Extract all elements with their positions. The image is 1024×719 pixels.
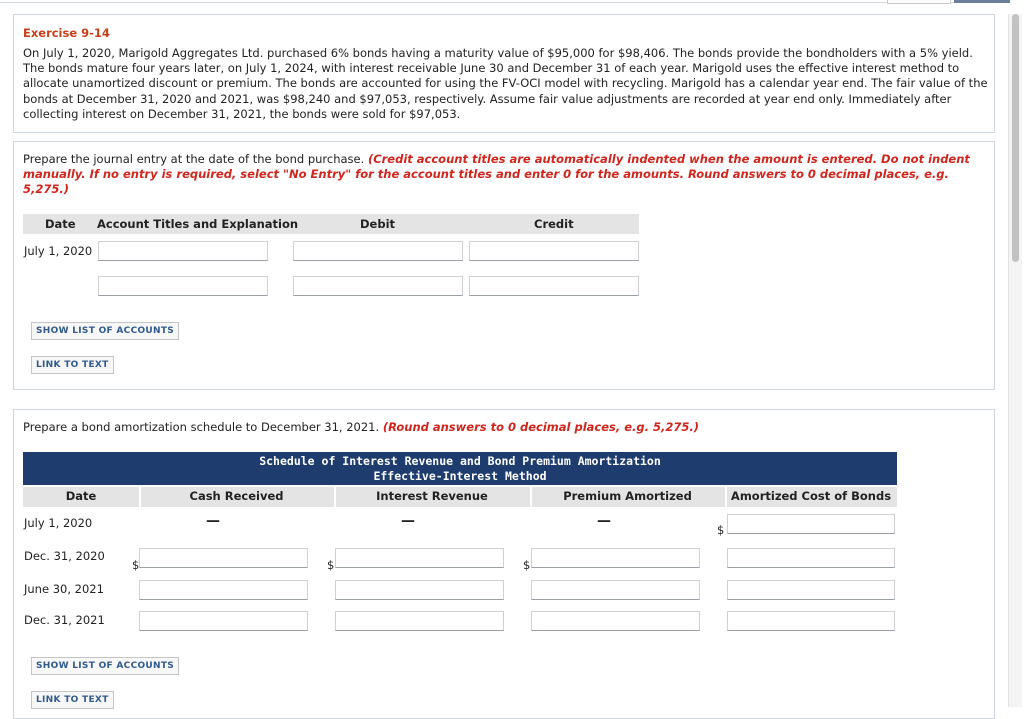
amortized-cost-input-1[interactable] [727, 514, 895, 534]
amortized-cost-input-3[interactable] [727, 580, 895, 600]
row-date: July 1, 2020 [24, 516, 93, 530]
interest-revenue-input-4[interactable] [335, 611, 504, 631]
header-premium-amortized: Premium Amortized [563, 489, 692, 503]
scrollbar-thumb[interactable] [1012, 14, 1019, 262]
schedule-instruction-note: (Round answers to 0 decimal places, e.g. 5,275.) [382, 420, 700, 434]
show-list-of-accounts-button[interactable]: SHOW LIST OF ACCOUNTS [31, 657, 179, 675]
header-date: Date [45, 217, 76, 231]
dash: — [206, 513, 220, 529]
credit-input-1[interactable] [469, 241, 639, 261]
amortized-cost-input-2[interactable] [727, 548, 895, 568]
schedule-banner [23, 452, 897, 485]
schedule-instruction [23, 420, 989, 435]
debit-input-1[interactable] [293, 241, 463, 261]
account-title-input-1[interactable] [98, 241, 268, 261]
schedule-subtitle: Effective-Interest Method [373, 469, 547, 483]
row-date: Dec. 31, 2020 [24, 549, 105, 563]
amortized-cost-input-4[interactable] [727, 611, 895, 631]
journal-instruction-text: Prepare the journal entry at the date of the bond purchase. [23, 152, 365, 166]
header-credit: Credit [534, 217, 574, 231]
row-date: Dec. 31, 2021 [24, 613, 105, 627]
link-to-text-button[interactable]: LINK TO TEXT [31, 356, 114, 374]
header-date: Date [65, 489, 97, 503]
row-date: June 30, 2021 [24, 582, 104, 596]
currency-symbol: $ [717, 523, 725, 537]
premium-amortized-input-2[interactable] [531, 548, 700, 568]
currency-symbol: $ [327, 558, 335, 572]
interest-revenue-input-3[interactable] [335, 580, 504, 600]
header-account-titles: Account Titles and Explanation [97, 217, 299, 231]
top-tab[interactable] [887, 0, 951, 4]
journal-entry-panel [13, 141, 995, 390]
dash: — [401, 513, 415, 529]
journal-table-header [23, 214, 639, 234]
entry-date: July 1, 2020 [24, 244, 93, 258]
amortization-panel [13, 409, 995, 719]
interest-revenue-input-2[interactable] [335, 548, 504, 568]
cash-received-input-4[interactable] [139, 611, 308, 631]
exercise-panel [13, 14, 995, 133]
currency-symbol: $ [132, 558, 140, 572]
debit-input-2[interactable] [293, 276, 463, 296]
header-debit: Debit [360, 217, 396, 231]
header-interest-revenue: Interest Revenue [376, 489, 488, 503]
exercise-title: Exercise 9-14 [23, 26, 110, 40]
header-amortized-cost: Amortized Cost of Bonds [730, 489, 892, 503]
header-cash-received: Cash Received [189, 489, 284, 503]
currency-symbol: $ [523, 558, 531, 572]
top-divider [0, 2, 1008, 3]
top-bar [0, 0, 1024, 6]
schedule-header [23, 487, 897, 507]
vertical-scrollbar[interactable] [1008, 14, 1022, 707]
cash-received-input-3[interactable] [139, 580, 308, 600]
link-to-text-button[interactable]: LINK TO TEXT [31, 691, 114, 709]
schedule-title: Schedule of Interest Revenue and Bond Premium Amortization [259, 454, 661, 468]
top-tab-active[interactable] [954, 0, 1010, 3]
dash: — [597, 513, 611, 529]
exercise-body: On July 1, 2020, Marigold Aggregates Ltd. purchased 6% bonds having a maturity value of $95,000 for $98,406. The bonds provide the bondholders with a 5% yield. The bonds mature four years later, on July 1, 2024, with interest receivable June 30 and December 31 of each year. Marigold uses the effective interest method to allocate unamortized discount or premium. The bonds are accounted for using the FV-OCI model with recycling. Marigold has a calendar year end. The fair value of the bonds at December 31, 2020 and 2021, was $98,240 and $97,053, respectively. Assume fair value adjustments are recorded at year end only. Immediately after collecting interest on December 31, 2021, the bonds were sold for $97,053. [23, 46, 988, 121]
cash-received-input-2[interactable] [139, 548, 308, 568]
premium-amortized-input-4[interactable] [531, 611, 700, 631]
show-list-of-accounts-button[interactable]: SHOW LIST OF ACCOUNTS [31, 322, 179, 340]
account-title-input-2[interactable] [98, 276, 268, 296]
schedule-instruction-text: Prepare a bond amortization schedule to December 31, 2021. [23, 420, 380, 434]
premium-amortized-input-3[interactable] [531, 580, 700, 600]
credit-input-2[interactable] [469, 276, 639, 296]
journal-instruction-note: (Credit account titles are automatically indented when the amount is entered. Do not indent manually. If no entry is required, select "No Entry" for the account titles and enter 0 for the amounts. Round answers to 0 decimal places, e.g. 5,275.) [23, 152, 970, 197]
journal-instruction [23, 152, 989, 198]
